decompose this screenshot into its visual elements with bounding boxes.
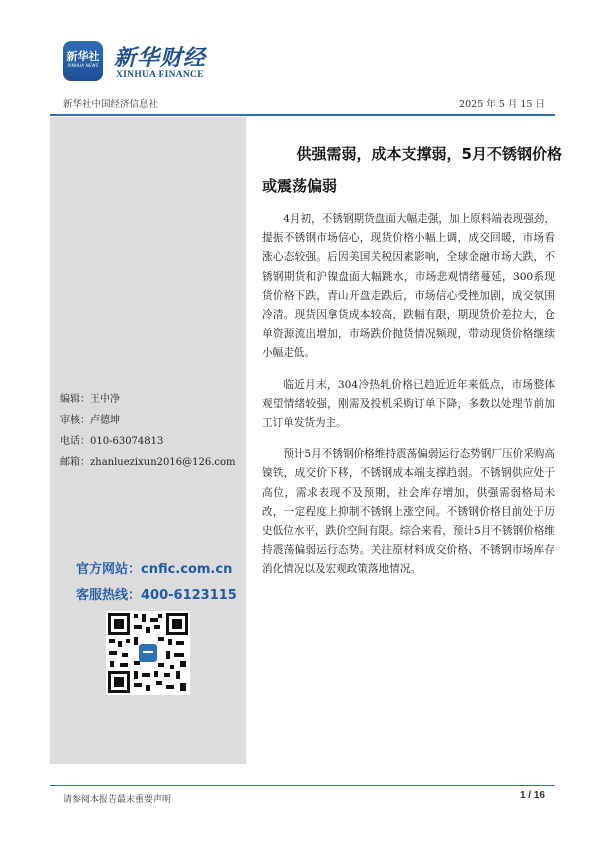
- xinhua-logo-badge: [63, 41, 103, 81]
- disclaimer-note: 请参阅本报告最末重要声明: [63, 795, 172, 805]
- report-date: 2025 年 5 月 15 日: [459, 99, 545, 110]
- site-info: [76, 557, 237, 609]
- header-divider: [50, 114, 555, 116]
- logo-badge-cn: 新华社: [66, 50, 100, 63]
- paragraph: 预计5月不锈钢价格维持震荡偏弱运行态势钢厂压价采购高镍铁，成交价下移，不锈钢成本端支撑趋弱。不锈钢供应处于高位，需求表现不及预期，社会库存增加，供强需弱格局未改，一定程度上抑制不锈钢上涨空间。不锈钢价格目前处于历史低位水平，跌价空间有限。综合来看，预计5月不锈钢价格维持震荡偏弱运行态势。关注原材料成交价格、不锈钢市场库存消化情况以及宏观政策落地情况。: [262, 448, 555, 576]
- hotline-line: 客服热线：400-6123115: [76, 588, 237, 603]
- footer-divider: [50, 785, 555, 786]
- organization-name: 新华社中国经济信息社: [63, 99, 159, 110]
- report-header: [0, 0, 595, 120]
- qr-code: [106, 611, 190, 695]
- qr-code-graphic: [106, 611, 190, 695]
- editor-line: 编辑：王中净: [60, 394, 120, 405]
- logo-text-en: XINHUA FINANCE: [116, 70, 204, 80]
- logo-badge-en: XINHUA NEWS: [67, 63, 99, 68]
- contact-info: [60, 389, 235, 473]
- phone-line: 电话：010-63074813: [60, 436, 164, 447]
- article-body: [262, 210, 555, 592]
- reviewer-line: 审核：卢德坤: [60, 415, 120, 426]
- paragraph: 4月初，不锈钢期货盘面大幅走强，加上原料端表现强劲，提振不锈钢市场信心，现货价格小幅上调，成交回暖，市场看涨心态较强。后因美国关税因素影响，全球金融市场大跌，不锈钢期货和沪镍盘面大幅跳水，市场悲观情绪蔓延，300系现货价格下跌，青山开盘走跌后，市场信心受挫加剧，成交氛围冷清。现货因拿货成本较高，跌幅有限，期现货价差拉大，仓单资源流出增加，市场跌价抛货情况频现，带动现货价格继续小幅走低。: [262, 213, 555, 360]
- paragraph: 临近月末，304冷热轧价格已趋近近年来低点，市场整体观望情绪较强，刚需及投机采购订单下降，多数以处理节前加工订单发货为主。: [262, 378, 555, 430]
- email-line[interactable]: 邮箱：zhanluezixun2016@126.com: [60, 457, 236, 468]
- sidebar: [50, 117, 246, 764]
- website-link[interactable]: 官方网站：cnfic.com.cn: [76, 562, 233, 577]
- article-title: [262, 138, 562, 202]
- logo-text-cn: 新华财经: [114, 45, 207, 71]
- title-line-1: 供强需弱，成本支撑弱，5月不锈钢价格: [296, 145, 562, 163]
- page-number: 1 / 16: [519, 790, 545, 801]
- title-line-2: 或震荡偏弱: [262, 177, 338, 195]
